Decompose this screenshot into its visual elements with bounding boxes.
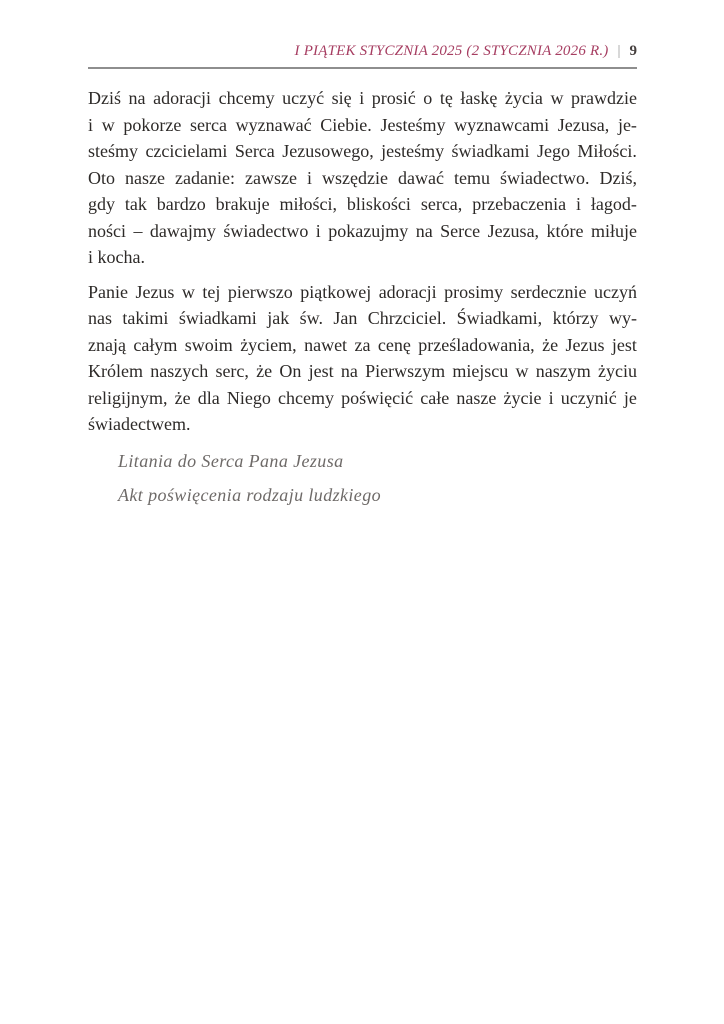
text-line: religijnym, że dla Niego chcemy poświęcić całe nasze życie i uczynić je [88,387,637,408]
body-text [88,85,637,509]
running-header [88,42,637,60]
header-rule [88,67,637,69]
running-header-title: I PIĄTEK STYCZNIA 2025 (2 STYCZNIA 2026 R.) [294,43,609,59]
text-line: Dziś na adoracji chcemy uczyć się i prosić o tę łaskę życia w prawdzie [88,88,637,108]
text-line: i w pokorze serca wyznawać Ciebie. Jesteśmy wyznawcami Jezusa, je- [88,114,637,135]
text-line: Królem naszych serc, że On jest na Pierwszym miejscu w naszym życiu [88,361,637,381]
text-line: Panie Jezus w tej pierwszo piątkowej adoracji prosimy serdecznie uczyń [88,281,637,302]
paragraph-2 [88,279,637,438]
reference-title-akt: Akt poświęcenia rodzaju ludzkiego [118,485,381,505]
page-content [0,0,724,509]
reference-title-litania: Litania do Serca Pana Jezusa [118,450,344,471]
text-line: steśmy czcicielami Serca Jezusowego, jesteśmy świadkami Jego Miłości. [88,141,637,161]
text-line: Oto nasze zadanie: zawsze i wszędzie dawać temu świadectwo. Dziś, [88,167,637,188]
text-line: nas takimi świadkami jak św. Jan Chrzciciel. Świadkami, którzy wy- [88,308,637,328]
header-separator: | [617,43,621,59]
paragraph-1 [88,85,637,271]
text-line: gdy tak bardzo brakuje miłości, bliskości serca, przebaczenia i łagod- [88,194,637,214]
page-number: 9 [629,43,637,59]
text-line: znają całym swoim życiem, nawet za cenę prześladowania, że Jezus jest [88,334,637,355]
text-line: ności – dawajmy świadectwo i pokazujmy na Serce Jezusa, które miłuje [88,220,637,241]
text-line: i kocha. [88,247,145,267]
text-line: świadectwem. [88,414,191,434]
prayer-references [88,448,637,509]
